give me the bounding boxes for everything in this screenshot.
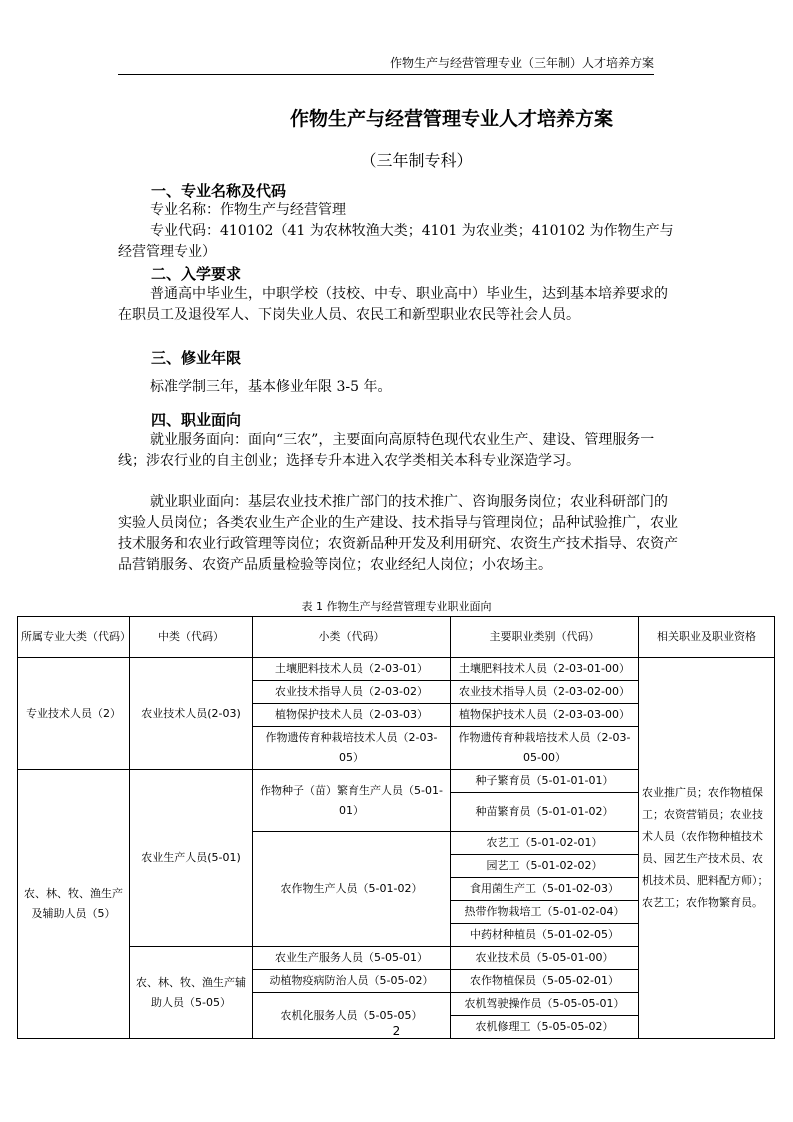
section-heading-3: 三、修业年限 [151, 349, 242, 367]
table-header-cell: 小类（代码） [253, 617, 451, 658]
table-cell: 农业技术指导人员（2-03-02） [253, 681, 451, 704]
major-code: 专业代码：410102（41 为农林牧渔大类；4101 为农业类；410102 为作物生产与经营管理专业） [118, 223, 674, 260]
table-cell: 农业推广员；农作物植保工；农资营销员；农业技术人员（农作物种植技术员、园艺生产技术员、农机技术员、肥料配方师）；农艺工；农作物繁育员。 [639, 658, 775, 1039]
section-heading-2: 二、入学要求 [151, 265, 242, 283]
table-cell: 农作物生产人员（5-01-02） [253, 832, 451, 947]
table-cell: 农机修理工（5-05-05-02） [451, 1016, 639, 1039]
table-cell: 农业技术指导人员（2-03-02-00） [451, 681, 639, 704]
major-name: 专业名称：作物生产与经营管理 [150, 202, 346, 218]
employment-occupation-paragraph: 就业职业面向：基层农业技术推广部门的技术推广、咨询服务岗位；农业科研部门的实验人员岗位；各类农业生产企业的生产建设、技术指导与管理岗位；品种试验推广，农业技术服务和农业行政管理等岗位；农资新品种开发及利用研究、农资生产技术指导、农资产品营销服务、农资产品质量检验等岗位；农业经纪人岗位；小农场主。 [118, 494, 678, 573]
table-header-cell: 中类（代码） [130, 617, 253, 658]
table-cell: 农艺工（5-01-02-01） [451, 832, 639, 855]
table-cell: 植物保护技术人员（2-03-03-00） [451, 704, 639, 727]
table-cell: 作物遗传育种栽培技术人员（2-03-05-00） [451, 727, 639, 770]
table-cell: 土壤肥料技术人员（2-03-01-00） [451, 658, 639, 681]
employment-service-paragraph: 就业服务面向：面向“三农”，主要面向高原特色现代农业生产、建设、管理服务一线；涉农行业的自主创业；选择专升本进入农学类相关本科专业深造学习。 [118, 432, 655, 469]
table-cell: 植物保护技术人员（2-03-03） [253, 704, 451, 727]
table-cell: 农、林、牧、渔生产及辅助人员（5） [18, 770, 130, 1039]
occupation-table [17, 616, 775, 1039]
table-cell: 农机化服务人员（5-05-05） [253, 993, 451, 1039]
table-cell: 农、林、牧、渔生产辅助人员（5-05） [130, 947, 253, 1039]
table-cell: 农业技术人员(2-03) [130, 658, 253, 770]
table-cell: 农业生产服务人员（5-05-01） [253, 947, 451, 970]
table-cell: 农业生产人员(5-01) [130, 770, 253, 947]
table-cell: 农机驾驶操作员（5-05-05-01） [451, 993, 639, 1016]
table-header-cell: 主要职业类别（代码） [451, 617, 639, 658]
running-header-title: 作物生产与经营管理专业（三年制）人才培养方案 [389, 56, 654, 70]
table-cell: 种苗繁育员（5-01-01-02） [451, 793, 639, 832]
table-cell: 种子繁育员（5-01-01-01） [451, 770, 639, 793]
table-cell: 食用菌生产工（5-01-02-03） [451, 878, 639, 901]
table-header-row [18, 617, 775, 658]
document-subtitle: （三年制专科） [360, 151, 473, 170]
section-heading-1: 一、专业名称及代码 [151, 182, 287, 200]
table-cell: 专业技术人员（2） [18, 658, 130, 770]
table-cell: 中药材种植员（5-01-02-05） [451, 924, 639, 947]
running-header [118, 54, 654, 75]
document-title: 作物生产与经营管理专业人才培养方案 [289, 108, 613, 130]
table-cell: 园艺工（5-01-02-02） [451, 855, 639, 878]
table-cell: 农作物植保员（5-05-02-01） [451, 970, 639, 993]
section-heading-4: 四、职业面向 [151, 411, 242, 429]
page-number: 2 [392, 1024, 401, 1038]
table-caption: 表 1 作物生产与经营管理专业职业面向 [301, 600, 492, 613]
table-cell: 农业技术员（5-05-01-00） [451, 947, 639, 970]
table-header-cell: 所属专业大类（代码） [18, 617, 130, 658]
table-cell: 作物遗传育种栽培技术人员（2-03-05） [253, 727, 451, 770]
table-cell: 作物种子（苗）繁育生产人员（5-01-01） [253, 770, 451, 832]
table-cell: 土壤肥料技术人员（2-03-01） [253, 658, 451, 681]
table-header-cell: 相关职业及职业资格 [639, 617, 775, 658]
admission-requirements: 普通高中毕业生，中职学校（技校、中专、职业高中）毕业生，达到基本培养要求的在职员工及退役军人、下岗失业人员、农民工和新型职业农民等社会人员。 [118, 286, 668, 323]
table-cell: 动植物疫病防治人员（5-05-02） [253, 970, 451, 993]
study-duration: 标准学制三年，基本修业年限 3-5 年。 [150, 379, 392, 395]
table-row [18, 658, 775, 681]
table-cell: 热带作物栽培工（5-01-02-04） [451, 901, 639, 924]
